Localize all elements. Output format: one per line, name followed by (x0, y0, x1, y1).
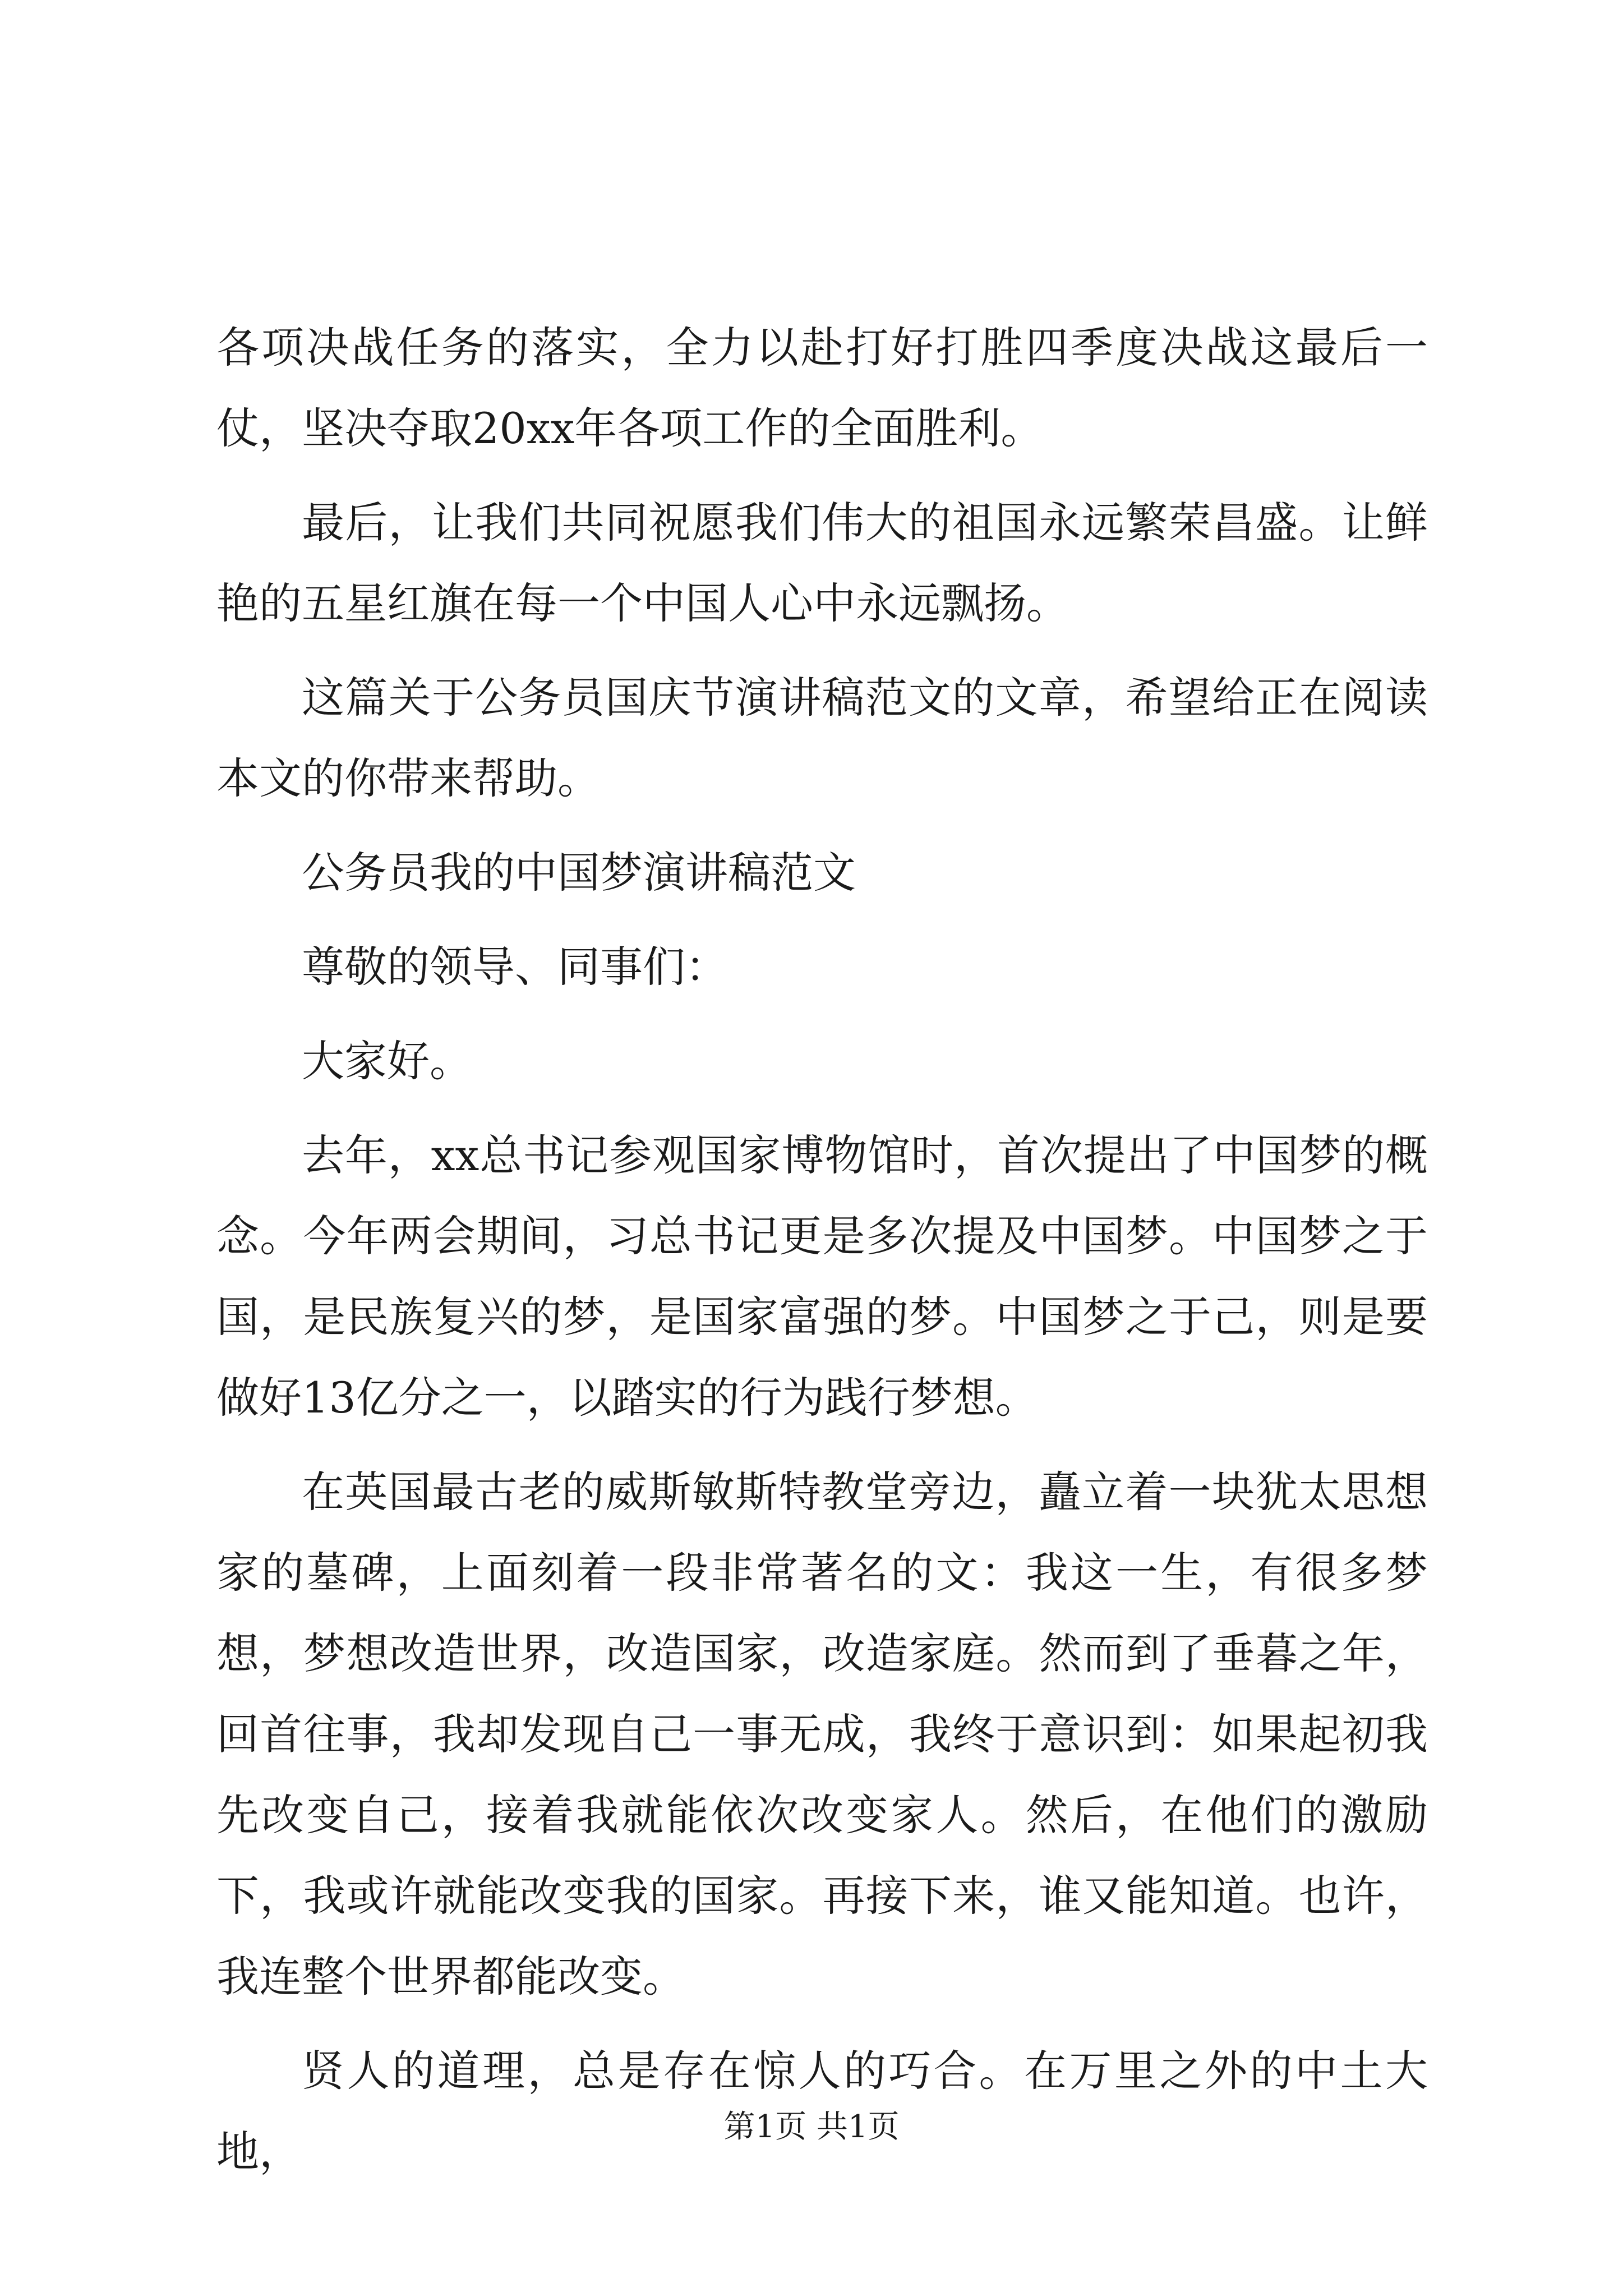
document-body (216, 307, 1428, 2206)
salutation: 尊敬的领导、同事们： (302, 942, 728, 992)
greeting: 大家好。 (302, 1036, 472, 1086)
paragraph-9: 贤人的道理，总是存在惊人的巧合。在万里之外的中土大地， (216, 2046, 1428, 2177)
page-footer (0, 2105, 1623, 2150)
page-number-label: 第1页 共1页 (723, 2109, 900, 2145)
paragraph-8: 在英国最古老的威斯敏斯特教堂旁边，矗立着一块犹太思想家的墓碑，上面刻着一段非常著名的文：我这一生，有很多梦想，梦想改造世界，改造国家，改造家庭。然而到了垂暮之年，回首往事，我却发现自己一事无成，我终于意识到：如果起初我先改变自己，接着我就能依次改变家人。然后，在他们的激励下，我或许就能改变我的国家。再接下来，谁又能知道。也许，我连整个世界都能改变。 (216, 1467, 1428, 2001)
paragraph-7: 去年，xx总书记参观国家博物馆时，首次提出了中国梦的概念。今年两会期间，习总书记更是多次提及中国梦。中国梦之于国，是民族复兴的梦，是国家富强的梦。中国梦之于己，则是要做好13亿分之一，以踏实的行为践行梦想。 (216, 1130, 1428, 1423)
paragraph-2: 最后，让我们共同祝愿我们伟大的祖国永远繁荣昌盛。让鲜艳的五星红旗在每一个中国人心中永远飘扬。 (216, 498, 1428, 628)
section-heading: 公务员我的中国梦演讲稿范文 (302, 848, 856, 898)
paragraph-1: 各项决战任务的落实，全力以赴打好打胜四季度决战这最后一仗，坚决夺取20xx年各项工作的全面胜利。 (216, 323, 1428, 453)
paragraph-3: 这篇关于公务员国庆节演讲稿范文的文章，希望给正在阅读本文的你带来帮助。 (216, 673, 1428, 803)
